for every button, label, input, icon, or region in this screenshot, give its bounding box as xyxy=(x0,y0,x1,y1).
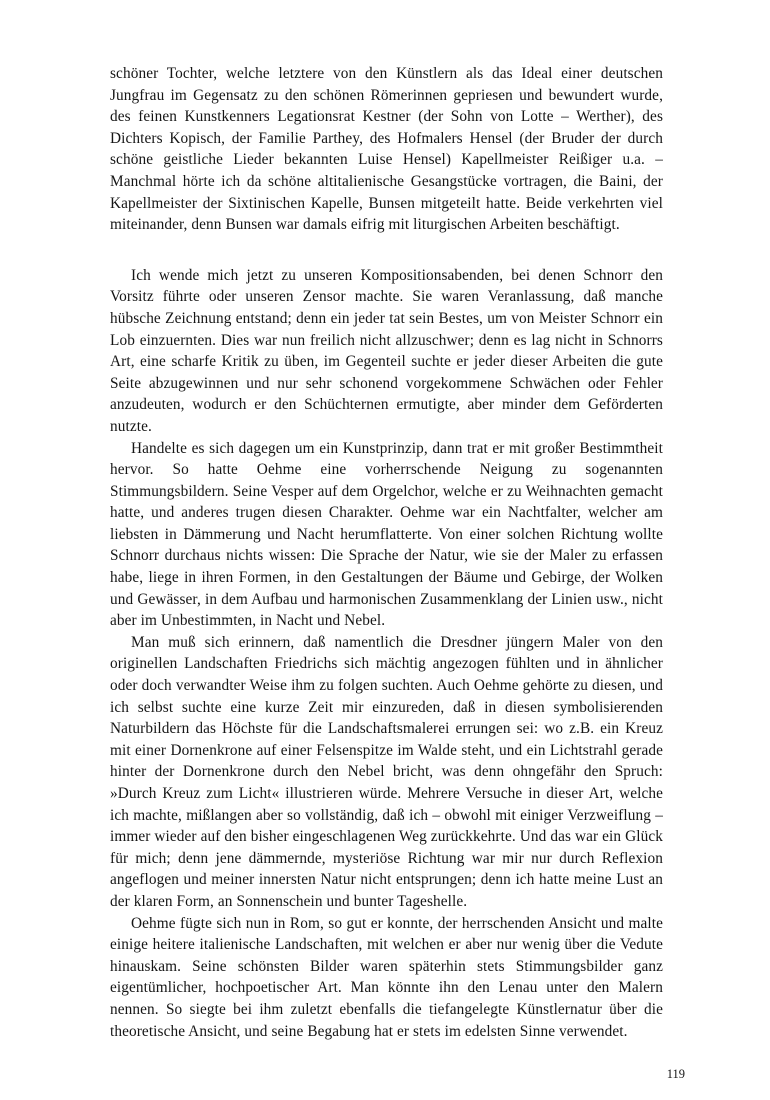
paragraph: Handelte es sich dagegen um ein Kunstprinzip, dann trat er mit großer Bestimmtheit hervor. So hatte Oehme eine vorherrschende Neigung zu sogenannten Stimmungsbildern. Seine Vesper auf dem Orgelchor, welche er zu Weihnachten gemacht hatte, und anderes trugen diesen Charakter. Oehme war ein Nachtfalter, welcher am liebsten in Dämmerung und Nacht herumflatterte. Von einer solchen Richtung wollte Schnorr durchaus nichts wissen: Die Sprache der Natur, wie sie der Maler zu erfassen habe, liege in ihren Formen, in den Gestaltungen der Bäume und Gebirge, der Wolken und Gewässer, in dem Aufbau und harmonischen Zusammenklang der Linien usw., nicht aber im Unbestimmten, in Nacht und Nebel. xyxy=(110,439,663,630)
paragraph-continuation: schöner Tochter, welche letztere von den Künstlern als das Ideal einer deutschen Jungfrau im Gegensatz zu den schönen Römerinnen gepriesen und bewundert wurde, des feinen Kunstkenners Legationsrat Kestner (der Sohn von Lotte – Werther), des Dichters Kopisch, der Familie Parthey, des Hofmalers Hensel (der Bruder der durch schöne geistliche Lieder bekannten Luise Hensel) Kapellmeister Reißiger u.a. – Manchmal hörte ich da schöne altitalienische Gesangstücke vortragen, die Baini, der Kapellmeister der Sixtinischen Kapelle, Bunsen mitgeteilt hatte. Beide verkehrten viel miteinander, denn Bunsen war damals eifrig mit liturgischen Arbeiten beschäftigt. xyxy=(110,65,663,234)
paragraph: Man muß sich erinnern, daß namentlich die Dresdner jüngern Maler von den originellen Landschaften Friedrichs sich mächtig angezogen fühlten und in ähnlicher oder doch verwandter Weise ihm zu folgen suchten. Auch Oehme gehörte zu diesen, und ich selbst suchte eine kurze Zeit mir einzureden, daß in diesen symbolisierenden Naturbildern das Höchste für die Landschaftsmalerei errungen sei: wo z.B. ein Kreuz mit einer Dornenkrone auf einer Felsenspitze im Walde steht, und ein Lichtstrahl gerade hinter der Dornenkrone durch den Nebel bricht, was denn ohngefähr den Spruch: »Durch Kreuz zum Licht« illustrieren würde. Mehrere Versuche in dieser Art, welche ich machte, mißlangen aber so vollständig, daß ich – obwohl mit einiger Verzweiflung – immer wieder auf den bisher eingeschlagenen Weg zurückkehrte. Und das war ein Glück für mich; denn jene dämmernde, mysteriöse Richtung war mir nur durch Reflexion angeflogen und meiner innersten Natur nicht entsprungen; denn ich hatte meine Lust an der klaren Form, an Sonnenschein und bunter Tageshelle. xyxy=(110,633,663,910)
page-number: 119 xyxy=(666,1066,685,1081)
body-text xyxy=(110,63,663,1042)
paragraph: Oehme fügte sich nun in Rom, so gut er konnte, der herrschenden Ansicht und malte einige heitere italienische Landschaften, mit welchen er aber nur wenig über die Vedute hinauskam. Seine schönsten Bilder waren späterhin stets Stimmungsbilder ganz eigentümlicher, hochpoetischer Art. Man könnte ihn den Lenau unter den Malern nennen. So siegte bei ihm zuletzt ebenfalls die tiefangelegte Künstlernatur über die theoretische Ansicht, und seine Begabung hat er stets im edelsten Sinne verwendet. xyxy=(110,914,663,1040)
paragraph: Ich wende mich jetzt zu unseren Kompositionsabenden, bei denen Schnorr den Vorsitz führte oder unseren Zensor machte. Sie waren Veranlassung, daß manche hübsche Zeichnung entstand; denn ein jeder tat sein Bestes, um von Meister Schnorr ein Lob einzuernten. Dies war nun freilich nicht allzuschwer; denn es lag nicht in Schnorrs Art, eine scharfe Kritik zu üben, im Gegenteil suchte er jeder dieser Arbeiten die gute Seite abzugewinnen und nur sehr schonend vorgekommene Schwächen oder Fehler anzudeuten, wodurch er den Schüchternen ermutigte, aber minder dem Geförderten nutzte. xyxy=(110,266,663,435)
